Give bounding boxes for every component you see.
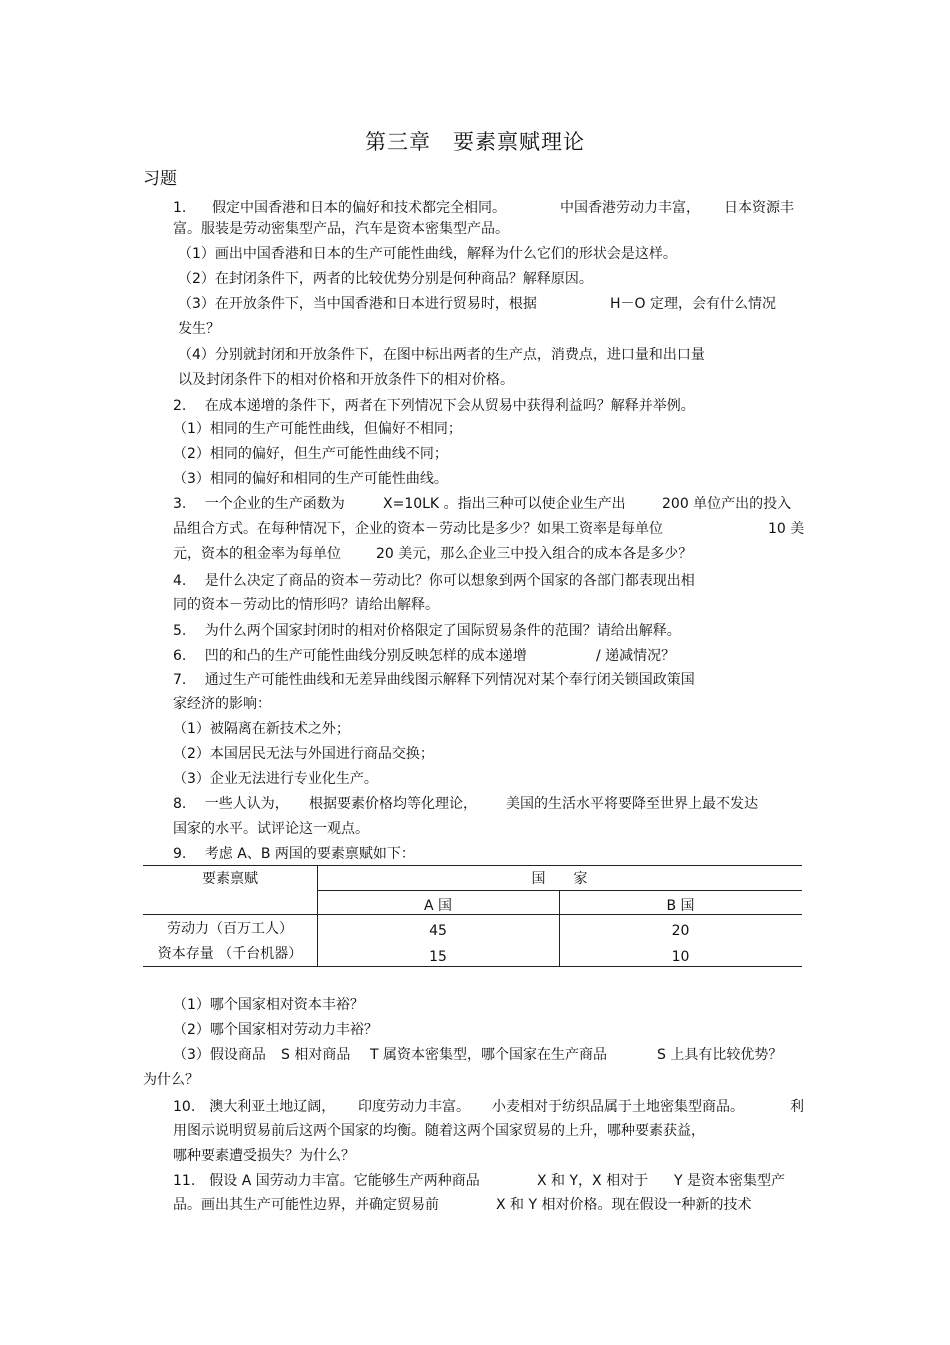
section-heading: 习题 bbox=[143, 169, 177, 189]
q9-text: 9. 考虑 A、B 两国的要素禀赋如下： bbox=[173, 846, 415, 862]
q7-sub1: （1）被隔离在新技术之外； bbox=[173, 721, 350, 737]
q3-text-part2: X=10LK 。指出三种可以使企业生产出 bbox=[383, 496, 626, 512]
q3-line2-part2: 10 美 bbox=[768, 521, 805, 537]
table-cell-a: 15 bbox=[429, 949, 447, 965]
q9-sub3-line2: 为什么？ bbox=[143, 1072, 199, 1088]
q9-sub3-part3: T 属资本密集型，哪个国家在生产商品 bbox=[370, 1047, 608, 1063]
q2-sub3: （3）相同的偏好和相同的生产可能性曲线。 bbox=[173, 471, 448, 487]
q9-sub2: （2）哪个国家相对劳动力丰裕？ bbox=[173, 1022, 378, 1038]
table-top-rule bbox=[143, 865, 802, 866]
table-bottom-rule bbox=[143, 966, 802, 967]
table-row-label: 资本存量 （千台机器） bbox=[157, 946, 303, 962]
page-title: 第三章 要素禀赋理论 bbox=[365, 130, 585, 154]
q6-text-part1: 6. 凹的和凸的生产可能性曲线分别反映怎样的成本递增 bbox=[173, 648, 527, 664]
table-cell-b: 10 bbox=[671, 949, 690, 965]
q1-sub2: （2）在封闭条件下，两者的比较优势分别是何种商品？解释原因。 bbox=[178, 271, 593, 287]
q7-text-line2: 家经济的影响： bbox=[173, 696, 271, 712]
q11-text-part2: X 和 Y，X 相对于 bbox=[537, 1173, 649, 1189]
q1-text-line2: 富。服装是劳动密集型产品，汽车是资本密集型产品。 bbox=[173, 221, 509, 237]
q1-text-part1: 假定中国香港和日本的偏好和技术都完全相同。 bbox=[212, 200, 506, 216]
table-col-b: B 国 bbox=[666, 898, 695, 914]
q1-sub4: （4）分别就封闭和开放条件下，在图中标出两者的生产点，消费点，进口量和出口量 bbox=[178, 347, 705, 363]
q7-sub3: （3）企业无法进行专业化生产。 bbox=[173, 771, 378, 787]
q7-sub2: （2）本国居民无法与外国进行商品交换； bbox=[173, 746, 434, 762]
table-col-a: A 国 bbox=[423, 898, 453, 914]
q10-text-part3: 小麦相对于纺织品属于土地密集型商品。 bbox=[492, 1099, 744, 1115]
q1-number: 1. bbox=[173, 200, 187, 216]
q1-text-part3: 日本资源丰 bbox=[724, 200, 794, 216]
q9-sub3-part2: S 相对商品 bbox=[281, 1047, 351, 1063]
q4-text: 4. 是什么决定了商品的资本－劳动比？你可以想象到两个国家的各部门都表现出相 bbox=[173, 573, 695, 589]
q1-sub3-part1: （3）在开放条件下，当中国香港和日本进行贸易时，根据 bbox=[178, 296, 537, 312]
q3-text-part1: 3. 一个企业的生产函数为 bbox=[173, 496, 345, 512]
q1-sub1: （1）画出中国香港和日本的生产可能性曲线，解释为什么它们的形状会是这样。 bbox=[178, 246, 677, 262]
q1-sub3-part2: H－O 定理，会有什么情况 bbox=[610, 296, 776, 312]
table-header-country: 国 家 bbox=[531, 871, 588, 887]
q10-text-part4: 利 bbox=[790, 1099, 804, 1115]
q8-text-part3: 美国的生活水平将要降至世界上最不发达 bbox=[506, 796, 758, 812]
q10-text-part2: 印度劳动力丰富。 bbox=[358, 1099, 470, 1115]
q10-text-part1: 10. 澳大利亚土地辽阔， bbox=[173, 1099, 336, 1115]
q2-text: 2. 在成本递增的条件下，两者在下列情况下会从贸易中获得利益吗？解释并举例。 bbox=[173, 398, 695, 414]
q5-text: 5. 为什么两个国家封闭时的相对价格限定了国际贸易条件的范围？请给出解释。 bbox=[173, 623, 681, 639]
q3-line3-part1: 元，资本的租金率为每单位 bbox=[173, 546, 341, 562]
table-cell-b: 20 bbox=[671, 923, 690, 939]
table-header-factor: 要素禀赋 bbox=[202, 871, 258, 887]
q1-text-part2: 中国香港劳动力丰富， bbox=[560, 200, 700, 216]
q3-line2-part1: 品组合方式。在每种情况下，企业的资本－劳动比是多少？如果工资率是每单位 bbox=[173, 521, 663, 537]
q11-text-line2-part2: X 和 Y 相对价格。现在假设一种新的技术 bbox=[496, 1197, 752, 1213]
q2-sub1: （1）相同的生产可能性曲线，但偏好不相同； bbox=[173, 421, 462, 437]
q10-text-line3: 哪种要素遭受损失？为什么？ bbox=[173, 1148, 355, 1164]
q11-text-line2-part1: 品。画出其生产可能性边界，并确定贸易前 bbox=[173, 1197, 439, 1213]
q8-text-part1: 8. 一些人认为， bbox=[173, 796, 289, 812]
q6-text-part2: / 递减情况？ bbox=[596, 648, 676, 664]
q8-text-part2: 根据要素价格均等化理论， bbox=[309, 796, 477, 812]
q9-sub1: （1）哪个国家相对资本丰裕？ bbox=[173, 997, 364, 1013]
q11-text-part1: 11. 假设 A 国劳动力丰富。它能够生产两种商品 bbox=[173, 1173, 480, 1189]
q4-text-line2: 同的资本－劳动比的情形吗？请给出解释。 bbox=[173, 597, 439, 613]
q8-text-line2: 国家的水平。试评论这一观点。 bbox=[173, 821, 369, 837]
q7-text: 7. 通过生产可能性曲线和无差异曲线图示解释下列情况对某个奉行闭关锁国政策国 bbox=[173, 672, 695, 688]
table-cell-a: 45 bbox=[429, 923, 447, 939]
q10-text-line2: 用图示说明贸易前后这两个国家的均衡。随着这两个国家贸易的上升，哪种要素获益， bbox=[173, 1123, 705, 1139]
q3-line3-part2: 20 美元，那么企业三中投入组合的成本各是多少？ bbox=[376, 546, 693, 562]
q2-sub2: （2）相同的偏好，但生产可能性曲线不同； bbox=[173, 446, 448, 462]
q1-sub3-line2: 发生？ bbox=[178, 321, 220, 337]
q1-sub4-line2: 以及封闭条件下的相对价格和开放条件下的相对价格。 bbox=[178, 372, 514, 388]
q3-text-part3: 200 单位产出的投入 bbox=[662, 496, 792, 512]
q11-text-part3: Y 是资本密集型产 bbox=[674, 1173, 786, 1189]
table-row-label: 劳动力（百万工人） bbox=[167, 921, 293, 937]
q9-sub3-part4: S 上具有比较优势？ bbox=[657, 1047, 783, 1063]
q9-sub3-part1: （3）假设商品 bbox=[173, 1047, 266, 1063]
